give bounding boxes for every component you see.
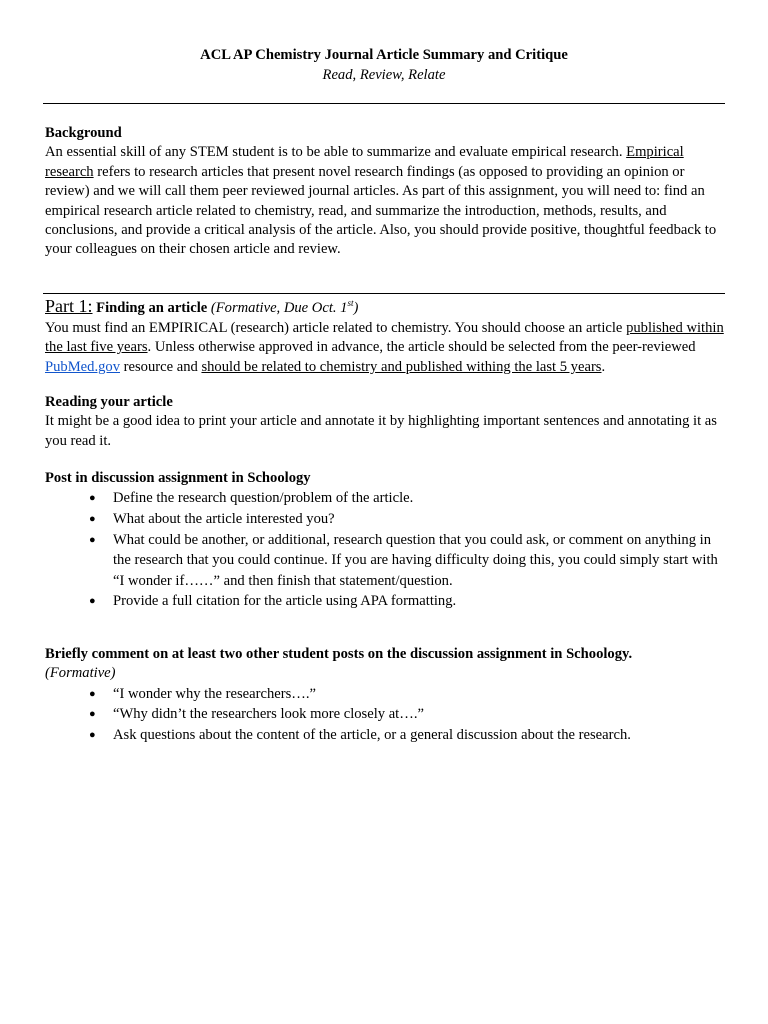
list-item: ● Provide a full citation for the article using APA formatting. — [45, 591, 725, 612]
background-heading: Background — [45, 125, 122, 141]
part1-text-1: You must find an EMPIRICAL (research) article related to chemistry. You should choose an article — [45, 320, 627, 336]
document-title: ACL AP Chemistry Journal Article Summary and Critique — [200, 47, 568, 63]
list-item: ● “I wonder why the researchers….” — [45, 684, 725, 705]
part1-divider — [43, 293, 725, 294]
part1-paragraph — [45, 319, 725, 377]
part1-label: Part 1: — [45, 296, 93, 316]
background-paragraph — [45, 143, 725, 259]
reading-paragraph: It might be a good idea to print your article and annotate it by highlighting important sentences and annotating it as you read it. — [45, 413, 717, 449]
part1-text-3: resource and — [120, 358, 202, 375]
part1-emph-1: published within the last five years — [45, 320, 724, 356]
post-heading: Post in discussion assignment in Schoology — [45, 470, 311, 486]
bullet-icon: ● — [89, 492, 96, 505]
part1-emph-2: should be related to chemistry and published withing the last 5 years — [201, 358, 602, 375]
comment-heading: Briefly comment on at least two other student posts on the discussion assignment in Schoology. — [45, 646, 633, 662]
part1-text-4: . — [601, 358, 606, 375]
part1-text-2: . Unless otherwise approved in advance, the article should be selected from the peer-reviewed — [147, 339, 696, 356]
bullet-icon: ● — [89, 533, 96, 546]
header-divider — [43, 103, 725, 104]
list-item: ● “Why didn’t the researchers look more closely at….” — [45, 704, 725, 725]
empirical-research-term: Empirical research — [45, 144, 684, 180]
post-section — [45, 469, 725, 612]
background-text-1: An essential skill of any STEM student is to be able to summarize and evaluate empirical research. — [45, 144, 627, 161]
list-item: ● Ask questions about the content of the article, or a general discussion about the research. — [45, 725, 725, 746]
part1-section — [45, 296, 725, 377]
list-item: ● What about the article interested you? — [45, 509, 725, 530]
part1-heading-line — [45, 296, 725, 319]
reading-heading: Reading your article — [45, 394, 173, 410]
bullet-icon: ● — [89, 513, 96, 525]
background-section — [45, 124, 725, 260]
bullet-icon: ● — [89, 595, 96, 608]
bullet-icon: ● — [89, 708, 96, 721]
list-item: ● Define the research question/problem of the article. — [45, 488, 725, 509]
background-text-2: refers to research articles that present novel research findings (as opposed to providing an opinion or review) and we will call them peer reviewed journal articles. As part of this assignment, you will need to: find an empirical research article related to chemistry, read, and summarize the introduction, methods, results, and conclusions, and provide a critical analysis of the article. Also, you should provide positive, thoughtful feedback to your colleagues on their chosen article and review. — [45, 163, 717, 258]
part1-note: (Formative, Due Oct. 1st) — [210, 298, 359, 316]
comment-note: (Formative) — [45, 665, 116, 682]
post-list — [45, 488, 725, 612]
part1-heading: Finding an article — [96, 300, 208, 316]
reading-section — [45, 393, 725, 451]
document-subtitle: Read, Review, Relate — [322, 67, 446, 83]
bullet-icon: ● — [89, 729, 96, 741]
bullet-icon: ● — [89, 687, 96, 700]
list-item: ● What could be another, or additional, research question that you could ask, or comment on anything in the research that you could continue. If you are having difficulty doing this, you could simply start with “I wonder if……” and then finish that statement/question. — [89, 531, 718, 589]
comment-section — [45, 645, 725, 746]
pubmed-link[interactable]: PubMed.gov — [45, 358, 120, 375]
comment-list — [45, 684, 725, 746]
